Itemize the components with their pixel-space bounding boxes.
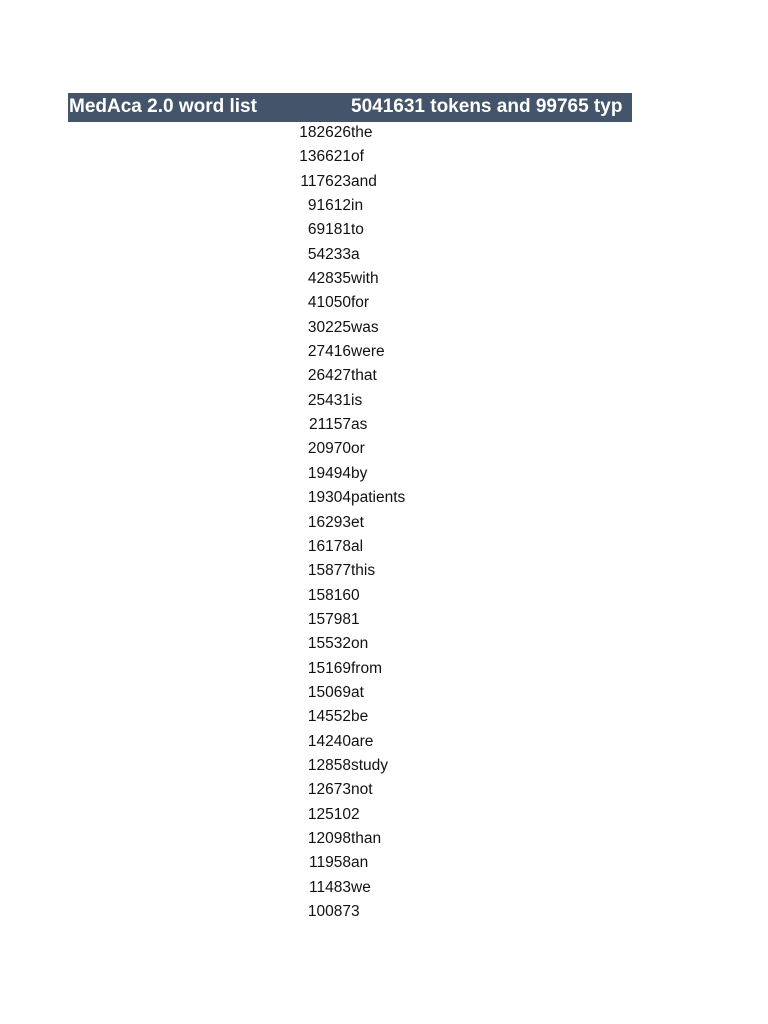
list-item <box>272 681 472 705</box>
word-value: to <box>351 221 364 239</box>
list-item <box>272 218 472 242</box>
list-item <box>272 900 472 924</box>
word-value: with <box>351 270 379 288</box>
word-value: on <box>351 635 369 653</box>
frequency-value: 27416 <box>307 343 351 361</box>
frequency-value: 15816 <box>307 586 351 604</box>
list-item <box>272 121 472 145</box>
list-item <box>272 194 472 218</box>
list-item <box>272 705 472 729</box>
word-value: et <box>351 513 364 531</box>
word-value: 2 <box>351 805 360 823</box>
list-item <box>272 413 472 437</box>
word-value: we <box>351 878 371 896</box>
list-item <box>272 632 472 656</box>
frequency-value: 16293 <box>307 513 351 531</box>
frequency-value: 15877 <box>307 562 351 580</box>
word-value: a <box>351 245 360 263</box>
list-item <box>272 389 472 413</box>
list-item <box>272 559 472 583</box>
word-value: and <box>351 172 377 190</box>
frequency-value: 15069 <box>307 683 351 701</box>
word-value: the <box>351 124 373 141</box>
word-value: are <box>351 732 374 750</box>
frequency-value: 117623 <box>300 172 351 190</box>
frequency-value: 91612 <box>307 197 351 215</box>
list-item <box>272 851 472 875</box>
word-value: an <box>351 854 369 872</box>
frequency-value: 19304 <box>307 489 351 507</box>
list-item <box>272 437 472 461</box>
frequency-value: 26427 <box>307 367 351 385</box>
list-item <box>272 657 472 681</box>
word-value: al <box>351 537 364 555</box>
list-item <box>272 145 472 169</box>
header-bar <box>68 93 632 122</box>
list-item <box>272 243 472 267</box>
list-item <box>272 754 472 778</box>
word-value: at <box>351 683 364 701</box>
frequency-value: 12098 <box>307 829 351 847</box>
word-value: not <box>351 781 373 799</box>
list-item <box>272 462 472 486</box>
frequency-value: 12858 <box>307 756 351 774</box>
word-value: study <box>351 756 389 774</box>
word-value: of <box>351 148 364 166</box>
word-value: is <box>351 391 363 409</box>
word-value: by <box>351 464 368 482</box>
word-value: be <box>351 708 369 726</box>
word-value: that <box>351 367 377 385</box>
list-item <box>272 803 472 827</box>
frequency-value: 15169 <box>307 659 351 677</box>
list-item <box>272 827 472 851</box>
frequency-value: 19494 <box>307 464 351 482</box>
frequency-value: 14240 <box>307 732 351 750</box>
frequency-value: 11483 <box>309 878 351 896</box>
list-item <box>272 511 472 535</box>
word-value: were <box>351 343 385 361</box>
frequency-value: 30225 <box>307 318 351 336</box>
frequency-value: 136621 <box>299 148 351 166</box>
frequency-value: 14552 <box>307 708 351 726</box>
word-value: was <box>351 318 379 336</box>
frequency-value: 10087 <box>307 903 351 920</box>
list-item <box>272 291 472 315</box>
frequency-value: 54233 <box>307 245 351 263</box>
frequency-value: 182626 <box>299 124 351 141</box>
word-value: in <box>351 197 364 215</box>
frequency-value: 21157 <box>309 416 351 434</box>
page-title: MedAca 2.0 word list <box>69 96 257 117</box>
word-value: than <box>351 829 382 847</box>
frequency-value: 11958 <box>309 854 351 872</box>
word-value: this <box>351 562 376 580</box>
list-item <box>272 584 472 608</box>
word-value: for <box>351 294 370 312</box>
word-value: or <box>351 440 365 458</box>
list-item <box>272 340 472 364</box>
word-value: 3 <box>351 903 360 920</box>
list-item <box>272 316 472 340</box>
list-item <box>272 608 472 632</box>
frequency-value: 12510 <box>307 805 351 823</box>
list-item <box>272 364 472 388</box>
word-frequency-list <box>272 121 472 924</box>
frequency-value: 69181 <box>307 221 351 239</box>
corpus-summary: 5041631 tokens and 99765 typ <box>351 96 623 117</box>
frequency-value: 41050 <box>307 294 351 312</box>
list-item <box>272 730 472 754</box>
list-item <box>272 267 472 291</box>
frequency-value: 20970 <box>307 440 351 458</box>
list-item <box>272 778 472 802</box>
frequency-value: 42835 <box>307 270 351 288</box>
word-value: 1 <box>351 610 360 628</box>
list-item <box>272 876 472 900</box>
word-value: as <box>351 416 368 434</box>
frequency-value: 15798 <box>307 610 351 628</box>
word-value: from <box>351 659 382 677</box>
frequency-value: 12673 <box>307 781 351 799</box>
word-value: 0 <box>351 586 360 604</box>
word-value: patients <box>351 489 406 507</box>
list-item <box>272 170 472 194</box>
frequency-value: 25431 <box>307 391 351 409</box>
frequency-value: 16178 <box>307 537 351 555</box>
list-item <box>272 535 472 559</box>
frequency-value: 15532 <box>307 635 351 653</box>
list-item <box>272 486 472 510</box>
